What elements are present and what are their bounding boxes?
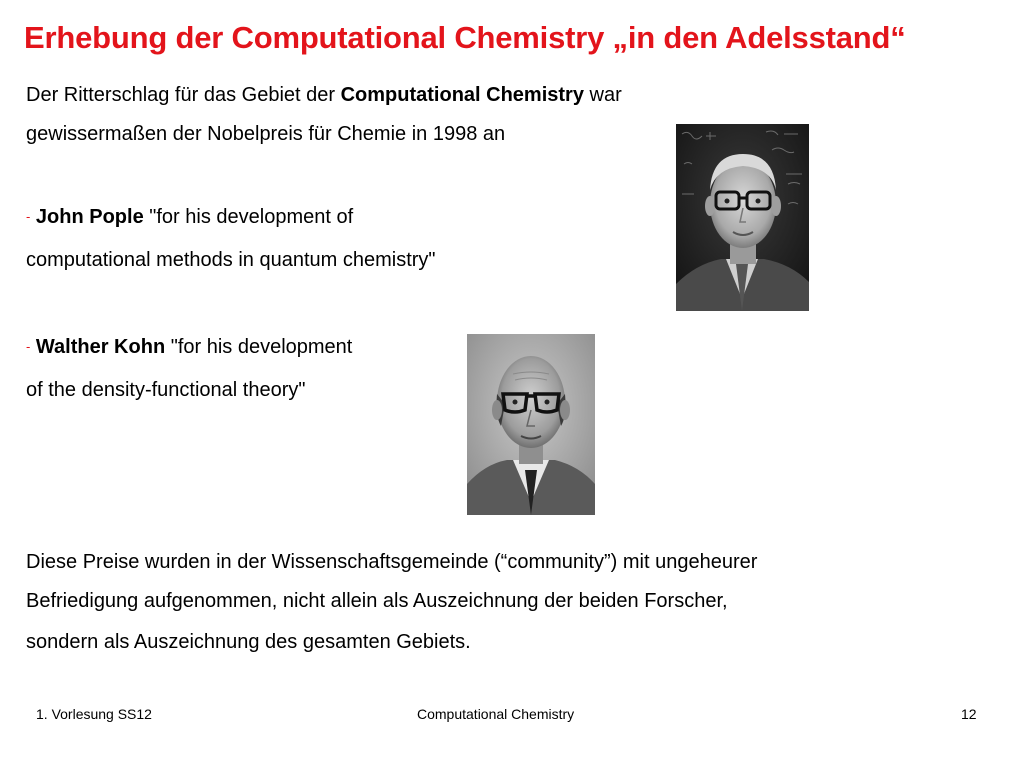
closing-line-2: Befriedigung aufgenommen, nicht allein als Auszeichnung der beiden Forscher, (26, 590, 728, 612)
bullet-dash: - (26, 209, 31, 224)
intro-suffix: war (583, 84, 622, 106)
laureate-pople-line-1 (26, 205, 353, 229)
laureate-citation: "for his development (165, 336, 353, 358)
footer-lecture: 1. Vorlesung SS12 (36, 706, 152, 722)
portrait-pople-image (676, 124, 809, 311)
intro-line-2: gewissermaßen der Nobelpreis für Chemie in 1998 an (26, 123, 506, 145)
laureate-pople-line-2: computational methods in quantum chemistry" (26, 249, 436, 271)
portrait-kohn-image (467, 334, 595, 515)
laureate-kohn-line-2: of the density-functional theory" (26, 379, 306, 401)
intro-bold: Computational Chemistry (340, 84, 584, 106)
laureate-name: John Pople (35, 206, 144, 228)
intro-prefix: Der Ritterschlag für das Gebiet der (26, 84, 341, 106)
portrait-walther-kohn (467, 334, 595, 515)
bullet-dash: - (26, 339, 31, 354)
footer-page-number: 12 (961, 706, 977, 722)
portrait-john-pople (676, 124, 809, 311)
closing-line-1: Diese Preise wurden in der Wissenschaftsgemeinde (“community”) mit ungeheurer (26, 551, 758, 573)
slide-title: Erhebung der Computational Chemistry „in den Adelsstand“ (24, 20, 906, 55)
laureate-name: Walther Kohn (35, 336, 166, 358)
closing-line-3: sondern als Auszeichnung des gesamten Gebiets. (26, 631, 471, 653)
intro-line-1 (26, 83, 622, 107)
laureate-citation: "for his development of (143, 206, 354, 228)
laureate-kohn-line-1 (26, 335, 352, 359)
footer-course: Computational Chemistry (417, 706, 575, 722)
